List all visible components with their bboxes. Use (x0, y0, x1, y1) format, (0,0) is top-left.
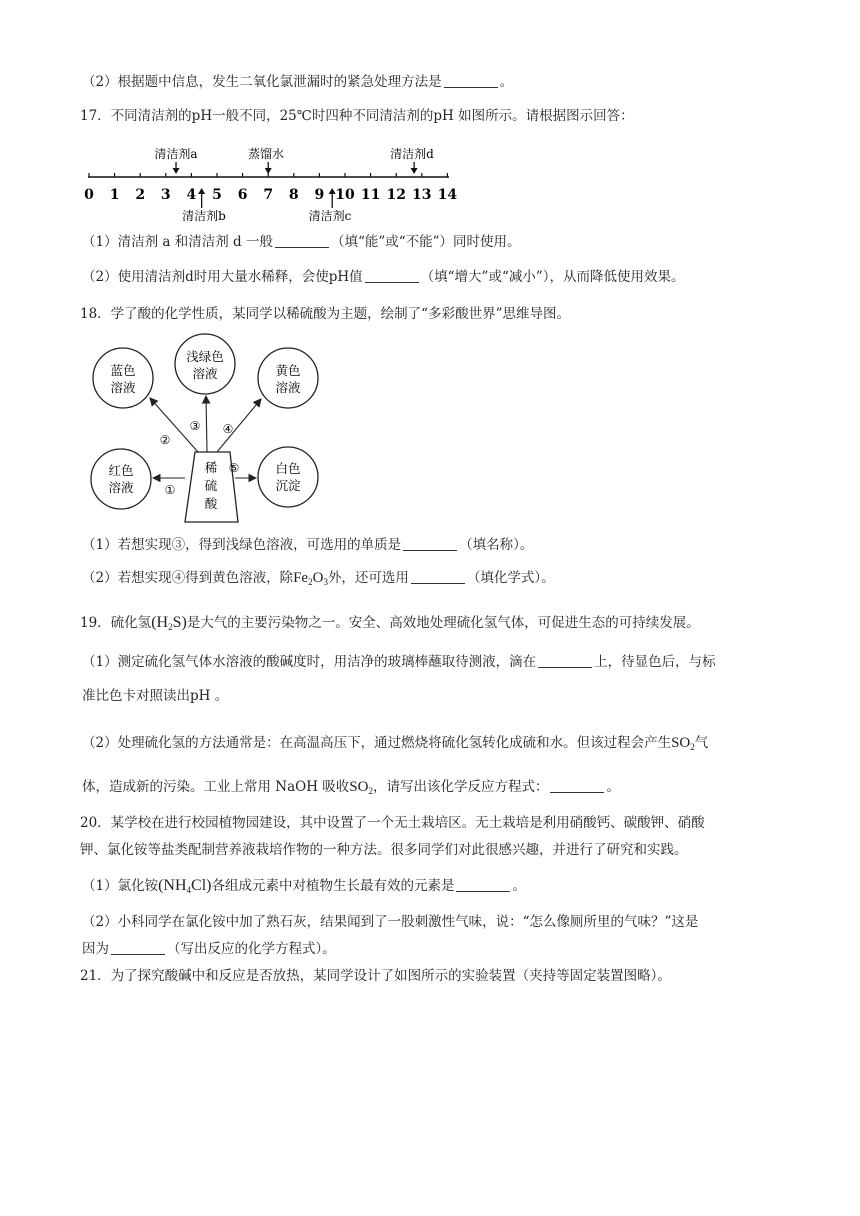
q20-stem-line2: 钾、氯化铵等盐类配制营养液栽培作物的一种方法。很多同学们对此很感兴趣，并进行了研究和实践。 (80, 842, 688, 858)
label-cleaner-c: 清洁剂c (308, 209, 352, 223)
node-yellow-solution (258, 348, 318, 408)
ph-tick-label: 11 (360, 187, 381, 203)
q19-part2-line2: 体，造成新的污染。工业上常用 NaOH 吸收$SO_2$，请写出该化学反应方程式： 。 (82, 779, 620, 796)
ph-tick-label: 2 (135, 187, 146, 203)
acid-mind-map (80, 332, 340, 530)
formula-so2: $SO_2$ (349, 779, 373, 796)
node-white-precipitate (258, 447, 318, 507)
answer-blank[interactable] (403, 536, 457, 551)
answer-blank[interactable] (444, 73, 498, 88)
svg-text:黄色: 黄色 (275, 363, 301, 378)
ph-tick-label: 6 (237, 187, 248, 203)
ph-tick-label: 3 (160, 187, 171, 203)
answer-blank[interactable] (365, 268, 419, 283)
q18-part2: （2）若想实现④得到黄色溶液，除$Fe_2O_3$外，还可选用 （填化学式）。 (82, 570, 555, 587)
q19-part1-line1: （1）测定硫化氢气体水溶液的酸碱度时，用洁净的玻璃棒蘸取待测液，滴在 上，待显色后，与标 (82, 654, 716, 670)
q16-part2: （2）根据题中信息，发生二氧化氯泄漏时的紧急处理方法是 。 (82, 74, 514, 90)
ph-scale-figure (76, 140, 466, 232)
ph-tick-label: 0 (84, 187, 94, 203)
label-3: ③ (189, 419, 201, 433)
label-4: ④ (222, 422, 234, 436)
formula-so2: $SO_2$ (671, 735, 695, 752)
q17-part1: （1）清洁剂 a 和清洁剂 d 一般 （填“能”或“不能”）同时使用。 (82, 234, 521, 250)
svg-text:蓝色: 蓝色 (110, 363, 136, 378)
ph-tick-label: 13 (412, 187, 432, 203)
ph-tick-label: 4 (186, 187, 197, 203)
answer-blank[interactable] (456, 877, 510, 892)
svg-text:白色: 白色 (275, 461, 301, 476)
q19-part1-line2: 准比色卡对照读出pH 。 (82, 688, 229, 704)
cleaner-b-arrow-head (198, 188, 205, 194)
svg-text:酸: 酸 (204, 496, 218, 511)
node-blue-solution (93, 348, 153, 408)
answer-blank[interactable] (275, 233, 329, 248)
ph-tick-label: 14 (437, 187, 458, 203)
svg-text:沉淀: 沉淀 (275, 478, 301, 493)
q17-part2: （2）使用清洁剂d时用大量水稀释，会使pH值 （填“增大”或“减小”），从而降低使用效果。 (82, 269, 685, 285)
cleaner-a-arrow-head (173, 168, 180, 174)
cleaner-d-arrow-head (411, 168, 418, 174)
arrow-3 (206, 396, 207, 452)
q20-part2-line2: 因为 （写出反应的化学方程式）。 (82, 941, 336, 957)
answer-blank[interactable] (538, 653, 592, 668)
node-lightgreen-solution (175, 334, 235, 394)
formula-h2s: $(H_2S)$ (151, 614, 187, 632)
ph-tick-label: 7 (263, 187, 274, 203)
ph-tick-label: 9 (314, 187, 325, 203)
svg-text:溶液: 溶液 (192, 366, 218, 381)
label-cleaner-b: 清洁剂b (182, 209, 226, 223)
q20-stem-line1: 20．某学校在进行校园植物园建设，其中设置了一个无土栽培区。无土栽培是利用硝酸钙、碳酸钾、硝酸 (80, 815, 705, 831)
label-cleaner-a: 清洁剂a (154, 147, 198, 161)
svg-text:溶液: 溶液 (108, 480, 134, 495)
q17-stem: 17．不同清洁剂的pH一般不同，25℃时四种不同清洁剂的pH 如图所示。请根据图示回答： (80, 108, 634, 124)
answer-blank[interactable] (111, 940, 165, 955)
q18-part1: （1）若想实现③，得到浅绿色溶液，可选用的单质是 （填名称）。 (82, 537, 534, 553)
q20-part1: （1）氯化铵$(NH_4Cl)$各组成元素中对植物生长最有效的元素是 。 (82, 877, 526, 895)
answer-blank[interactable] (550, 778, 604, 793)
svg-text:硫: 硫 (204, 478, 218, 493)
ph-tick-label: 5 (212, 187, 222, 203)
label-distilled-water: 蒸馏水 (247, 147, 285, 161)
ph-tick-label: 1 (109, 187, 120, 203)
q20-part2-line1: （2）小科同学在氯化铵中加了熟石灰，结果闻到了一股刺激性气味，说：“怎么像厕所里的气味？”这是 (82, 914, 699, 930)
ph-tick-label: 12 (386, 187, 406, 203)
svg-text:浅绿色: 浅绿色 (186, 349, 224, 364)
q18-stem: 18．学了酸的化学性质，某同学以稀硫酸为主题，绘制了“多彩酸世界”思维导图。 (80, 306, 570, 322)
label-2: ② (159, 433, 171, 447)
q21-stem: 21．为了探究酸碱中和反应是否放热，某同学设计了如图所示的实验装置（夹持等固定装置图略）。 (80, 968, 671, 984)
svg-text:溶液: 溶液 (110, 380, 136, 395)
ph-tick-label: 10 (335, 187, 355, 203)
formula-fe2o3: $Fe_2O_3$ (293, 570, 328, 587)
label-cleaner-d: 清洁剂d (390, 147, 434, 161)
node-red-solution (91, 449, 151, 509)
label-1: ① (164, 483, 176, 497)
svg-text:溶液: 溶液 (275, 380, 301, 395)
q19-part2-line1: （2）处理硫化氢的方法通常是：在高温高压下，通过燃烧将硫化氢转化成硫和水。但该过程会产生$SO_2$气 (82, 735, 709, 752)
formula-nh4cl: $(NH_4Cl)$ (158, 877, 212, 895)
svg-text:红色: 红色 (108, 463, 134, 478)
ph-tick-label: 8 (288, 187, 299, 203)
answer-blank[interactable] (411, 569, 465, 584)
label-5: ⑤ (228, 461, 240, 475)
svg-text:稀: 稀 (204, 460, 218, 475)
q19-stem: 19．硫化氢$(H_2S)$是大气的主要污染物之一。安全、高效地处理硫化氢气体，可促进生态的可持续发展。 (80, 614, 700, 632)
distilled-water-arrow-head (265, 168, 272, 174)
